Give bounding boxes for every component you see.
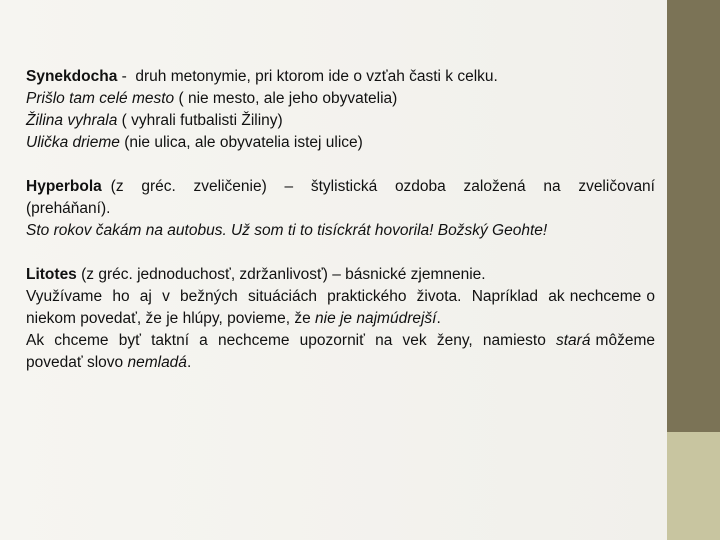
synekdocha-definition [26,66,655,88]
litotes-p1-text: Využívame ho aj v bežných situáciách praktického života. Napríklad ak nechceme o niekom povedať, že je hlúpy, povieme, že [26,288,660,327]
synekdocha-example-3 [26,132,655,154]
example-explanation: ( vyhrali futbalisti Žiliny) [117,112,283,129]
litotes-p2-text: Ak chceme byť taktní a nechceme upozorniť na vek ženy, namiesto [26,332,556,349]
litotes-definition-text: (z gréc. jednoduchosť, zdržanlivosť) – básnické zjemnenie. [76,266,486,283]
example-explanation: (nie ulica, ale obyvatelia istej ulice) [119,134,363,151]
hyperbola-definition-text: (z gréc. zveličenie) – štylistická ozdoba založená na zveličovaní (preháňaní). [26,178,660,217]
litotes-p1-italic: nie je najmúdrejší [315,310,437,327]
synekdocha-section [26,66,655,154]
hyperbola-definition [26,176,660,220]
hyperbola-section [26,176,660,242]
synekdocha-definition-text: - druh metonymie, pri ktorom ide o vzťah časti k celku. [117,68,498,85]
litotes-p2-italic-2: nemladá [127,354,187,371]
litotes-paragraph-1 [26,286,660,330]
litotes-paragraph-2 [26,330,660,374]
litotes-definition [26,264,655,286]
synekdocha-example-2 [26,110,655,132]
decorative-sidebar-top [667,0,720,432]
synekdocha-term: Synekdocha [26,68,118,85]
hyperbola-examples [26,220,655,242]
litotes-p1-end: . [436,310,441,327]
decorative-sidebar-bottom [667,432,720,540]
example-italic: Žilina vyhrala [26,112,118,129]
litotes-p2-italic-1: stará [556,332,591,349]
litotes-term: Litotes [26,266,77,283]
example-italic: Prišlo tam celé mesto [26,90,175,107]
litotes-section [26,264,660,374]
synekdocha-example-1 [26,88,655,110]
slide-content [26,66,660,396]
litotes-p2-end: . [186,354,192,371]
hyperbola-examples-text: Sto rokov čakám na autobus. Už som ti to tisíckrát hovorila! Božský Geohte! [26,222,548,239]
hyperbola-term: Hyperbola [26,178,102,195]
example-italic: Ulička drieme [26,134,120,151]
litotes-p2-mid: môžeme povedať slovo [26,332,660,371]
example-explanation: ( nie mesto, ale jeho obyvatelia) [174,90,398,107]
